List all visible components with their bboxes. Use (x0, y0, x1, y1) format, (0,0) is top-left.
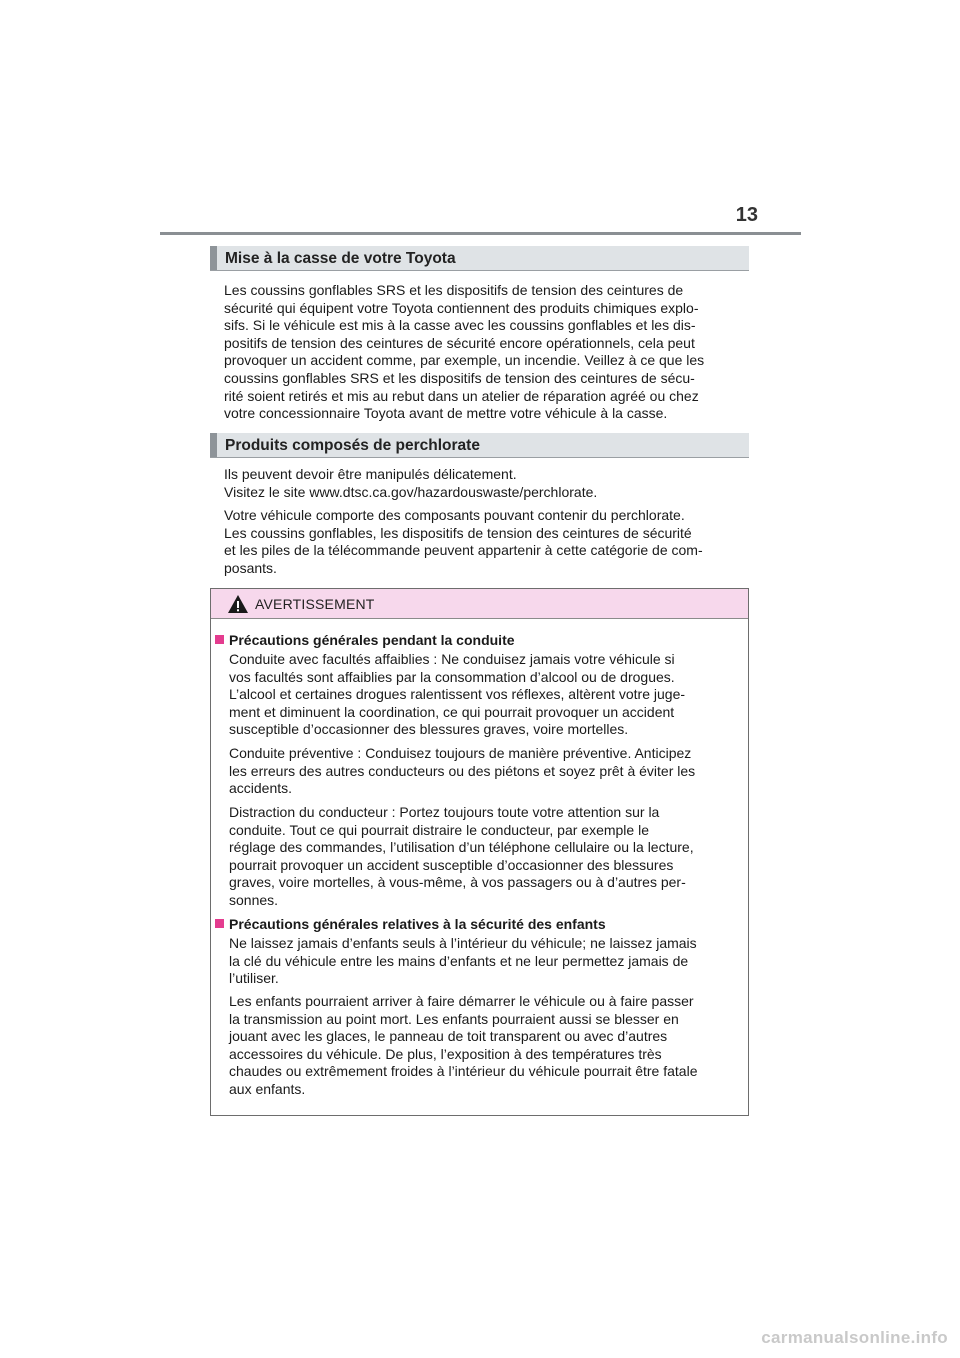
children-alone-paragraph (229, 935, 740, 988)
perchlorate-paragraph-2 (224, 507, 742, 577)
text-line: Les coussins gonflables SRS et les dispositifs de tension des ceintures de (224, 282, 684, 298)
bullet-square-icon (215, 635, 224, 644)
warning-heading-text: Précautions générales relatives à la sécurité des enfants (229, 916, 606, 932)
text-line: positifs de tension des ceintures de sécurité encore opérationnels, cela peut (224, 334, 695, 351)
text-line: L’alcool et certaines drogues ralentissent vos réflexes, altèrent votre juge- (229, 686, 686, 703)
section-heading-perchlorate (210, 433, 749, 458)
perchlorate-paragraph-1 (224, 466, 742, 501)
text-line: ment et diminuent la coordination, ce qui pourrait provoquer un accident (229, 703, 675, 720)
text-line: accidents. (229, 780, 293, 797)
text-line: les erreurs des autres conducteurs ou des piétons et soyez prêt à éviter les (229, 762, 696, 779)
driving-impaired-paragraph (229, 651, 740, 739)
perchlorate-link-text: Visitez le site www.dtsc.ca.gov/hazardouswaste/perchlorate. (224, 483, 598, 500)
section-heading-disposal (210, 246, 749, 271)
header-rule (160, 232, 801, 235)
warning-title: AVERTISSEMENT (255, 596, 375, 612)
text-line: sifs. Si le véhicule est mis à la casse avec les coussins gonflables et les dis- (224, 317, 696, 334)
driving-defensive-paragraph (229, 745, 740, 798)
text-line: graves, voire mortelles, à vous-même, à vos passagers ou à d’autres per- (229, 874, 686, 891)
text-line: sécurité qui équipent votre Toyota contiennent des produits chimiques explo- (224, 299, 699, 316)
text-line: Les coussins gonflables, les dispositifs de tension des ceintures de sécurité (224, 524, 692, 541)
section-heading-bar (210, 246, 217, 270)
section-heading-bar (210, 433, 217, 457)
text-line: jouant avec les glaces, le panneau de toit transparent ou avec d’autres (229, 1028, 668, 1045)
text-line: votre concessionnaire Toyota avant de mettre votre véhicule à la casse. (224, 405, 668, 422)
section-title-disposal: Mise à la casse de votre Toyota (225, 250, 456, 267)
text-line: réglage des commandes, l’utilisation d’un téléphone cellulaire ou la lecture, (229, 839, 694, 856)
text-line: la clé du véhicule entre les mains d’enfants et ne leur permettez jamais de (229, 952, 689, 969)
text-line: vos facultés sont affaiblies par la consommation d’alcool ou de drogues. (229, 668, 675, 685)
text-line: Distraction du conducteur : Portez toujours toute votre attention sur la (229, 804, 660, 820)
text-line: Conduite avec facultés affaiblies : Ne conduisez jamais votre véhicule si (229, 651, 675, 667)
text-line: coussins gonflables SRS et les dispositifs de tension des ceintures de sécu- (224, 369, 695, 386)
text-line: Ils peuvent devoir être manipulés délicatement. (224, 466, 517, 482)
text-line: conduite. Tout ce qui pourrait distraire le conducteur, par exemple le (229, 821, 649, 838)
disposal-paragraph (224, 282, 742, 423)
text-line: provoquer un accident comme, par exemple, un incendie. Veillez à ce que les (224, 352, 705, 369)
text-line: sonnes. (229, 891, 279, 908)
text-line: aux enfants. (229, 1080, 306, 1097)
warning-heading-children (215, 916, 606, 932)
warning-header (211, 589, 748, 619)
warning-heading-text: Précautions générales pendant la conduite (229, 632, 515, 648)
section-title-perchlorate: Produits composés de perchlorate (225, 437, 480, 454)
text-line: accessoires du véhicule. De plus, l’exposition à des températures très (229, 1045, 662, 1062)
text-line: posants. (224, 559, 277, 576)
watermark: carmanualsonline.info (761, 1328, 948, 1347)
warning-box (210, 588, 749, 1116)
bullet-square-icon (215, 919, 224, 928)
driving-distraction-paragraph (229, 804, 740, 910)
text-line: rité soient retirés et mis au rebut dans un atelier de réparation agréé ou chez (224, 387, 699, 404)
text-line: Votre véhicule comporte des composants pouvant contenir du perchlorate. (224, 507, 685, 523)
text-line: Ne laissez jamais d’enfants seuls à l’intérieur du véhicule; ne laissez jamais (229, 935, 697, 951)
text-line: Les enfants pourraient arriver à faire démarrer le véhicule ou à faire passer (229, 993, 694, 1009)
text-line: la transmission au point mort. Les enfants pourraient aussi se blesser en (229, 1010, 679, 1027)
children-hazards-paragraph (229, 993, 740, 1099)
page-number: 13 (735, 204, 758, 226)
text-line: l’utiliser. (229, 970, 279, 987)
text-line: chaudes ou extrêmement froides à l’intérieur du véhicule pourrait être fatale (229, 1063, 698, 1080)
warning-heading-driving (215, 632, 515, 648)
warning-triangle-icon (227, 594, 249, 614)
text-line: Conduite préventive : Conduisez toujours de manière préventive. Anticipez (229, 745, 692, 761)
text-line: et les piles de la télécommande peuvent appartenir à cette catégorie de com- (224, 542, 703, 559)
text-line: susceptible d’occasionner des blessures graves, voire mortelles. (229, 721, 629, 738)
text-line: pourrait provoquer un accident susceptible d’occasionner des blessures (229, 856, 674, 873)
